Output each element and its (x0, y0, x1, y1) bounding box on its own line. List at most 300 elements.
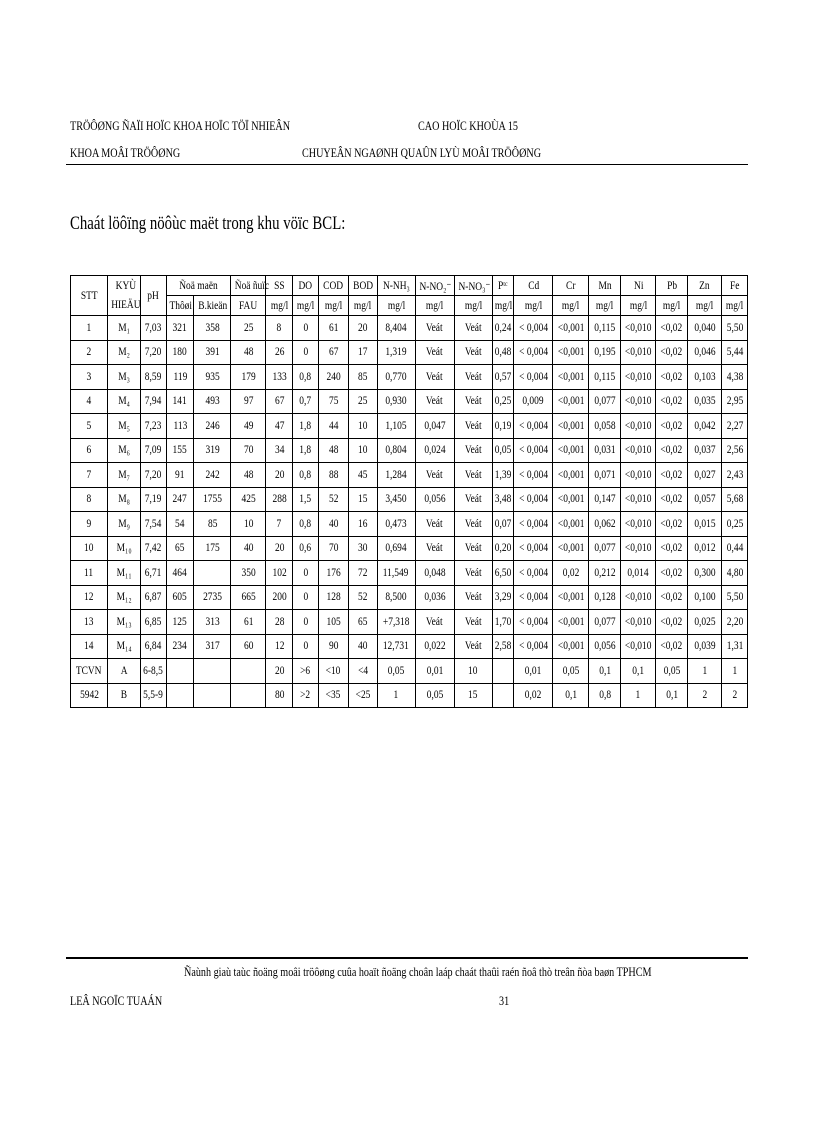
subcol-thoi: Thôøi (166, 296, 194, 316)
col-ss: SS (266, 276, 293, 296)
table-cell: 321 (166, 316, 194, 341)
table-cell: <0,001 (553, 487, 589, 512)
table-cell: 1,105 (377, 414, 415, 439)
table-cell: 61 (231, 610, 266, 635)
table-cell: 8,404 (377, 316, 415, 341)
table-cell: 0,07 (492, 512, 514, 537)
table-cell: 3,48 (492, 487, 514, 512)
table-cell: Veát (415, 389, 454, 414)
col-no2: N-NO₂⁻ (415, 276, 454, 296)
table-cell: 0,25 (722, 512, 748, 537)
table-cell: 6,84 (140, 634, 166, 659)
table-cell: 2735 (194, 585, 231, 610)
table-cell: 1,31 (722, 634, 748, 659)
table-cell: 0,022 (415, 634, 454, 659)
table-cell: 246 (194, 414, 231, 439)
footer-caption: Ñaùnh giaù taùc ñoäng moâi tröôøng cuûa hoaït ñoäng choân laáp chaát thaûi raén ñoâ thò treân ñòa baøn TPHCM (184, 964, 652, 979)
table-cell: <0,010 (621, 512, 656, 537)
table-cell: 28 (266, 610, 293, 635)
table-cell: 67 (318, 340, 348, 365)
table-cell: 15 (454, 683, 492, 708)
table-row (71, 389, 748, 414)
table-cell: 54 (166, 512, 194, 537)
table-cell: 10 (71, 536, 108, 561)
unit-cell: mg/l (492, 296, 514, 316)
table-cell: 80 (266, 683, 293, 708)
table-cell: 0,8 (293, 463, 319, 488)
table-cell: 15 (348, 487, 377, 512)
table-cell (194, 561, 231, 586)
table-cell: 0,057 (688, 487, 722, 512)
table-cell: <0,010 (621, 389, 656, 414)
table-row (71, 438, 748, 463)
table-cell: 0,6 (293, 536, 319, 561)
table-row (71, 512, 748, 537)
unit-cell: mg/l (553, 296, 589, 316)
table-cell: 60 (231, 634, 266, 659)
table-cell: 0,012 (688, 536, 722, 561)
table-cell: 0,212 (589, 561, 621, 586)
table-cell: 10 (454, 659, 492, 684)
table-cell: 2,20 (722, 610, 748, 635)
table-cell: 0,046 (688, 340, 722, 365)
table-row (71, 487, 748, 512)
table-cell: 5,50 (722, 316, 748, 341)
col-mn: Mn (589, 276, 621, 296)
table-cell: <0,010 (621, 365, 656, 390)
table-cell: 5,50 (722, 585, 748, 610)
table-cell: M₆ (108, 438, 141, 463)
col-ni: Ni (621, 276, 656, 296)
table-cell: 2,27 (722, 414, 748, 439)
table-cell: 1 (621, 683, 656, 708)
table-cell: 4 (71, 389, 108, 414)
table-cell: 7,09 (140, 438, 166, 463)
table-cell: A (108, 659, 141, 684)
table-cell: 180 (166, 340, 194, 365)
header-school: TRÖÔØNG ÑAÏI HOÏC KHOA HOÏC TÖÏ NHIEÂN (70, 118, 291, 133)
table-cell: <0,001 (553, 389, 589, 414)
table-row (71, 316, 748, 341)
table-cell: 10 (348, 414, 377, 439)
table-cell: 0,1 (589, 659, 621, 684)
col-fe: Fe (722, 276, 748, 296)
table-cell: Veát (415, 463, 454, 488)
table-cell: <0,001 (553, 463, 589, 488)
col-stt: STT (71, 276, 108, 316)
table-cell: 1,284 (377, 463, 415, 488)
col-kyhieu: KYÙ HIEÄU (108, 276, 141, 316)
table-cell: 0,195 (589, 340, 621, 365)
table-cell: 0,05 (492, 438, 514, 463)
table-cell: 3 (71, 365, 108, 390)
table-cell: 0,009 (514, 389, 553, 414)
table-cell: < 0,004 (514, 414, 553, 439)
table-cell: 14 (71, 634, 108, 659)
table-cell: 0,02 (514, 683, 553, 708)
table-cell: <4 (348, 659, 377, 684)
table-cell: <0,02 (656, 340, 688, 365)
table-cell: 0,57 (492, 365, 514, 390)
table-cell: 0,20 (492, 536, 514, 561)
table-cell: 7,19 (140, 487, 166, 512)
subcol-fau: FAU (231, 296, 266, 316)
table-cell: 0,300 (688, 561, 722, 586)
table-cell: 0,077 (589, 389, 621, 414)
table-cell: 0,02 (553, 561, 589, 586)
table-cell: 48 (318, 438, 348, 463)
table-row (71, 561, 748, 586)
table-cell: 125 (166, 610, 194, 635)
table-cell: Veát (415, 316, 454, 341)
table-cell: 8 (71, 487, 108, 512)
table-cell: 0,770 (377, 365, 415, 390)
table-cell: 493 (194, 389, 231, 414)
table-cell: <0,001 (553, 438, 589, 463)
table-cell: Veát (454, 634, 492, 659)
table-cell: 8 (266, 316, 293, 341)
table-cell: 11 (71, 561, 108, 586)
unit-cell: mg/l (377, 296, 415, 316)
unit-cell: mg/l (514, 296, 553, 316)
table-cell (194, 683, 231, 708)
table-cell: 90 (318, 634, 348, 659)
table-cell: 4,38 (722, 365, 748, 390)
col-nh3: N-NH₃ (377, 276, 415, 296)
table-cell: 0,103 (688, 365, 722, 390)
table-cell: 0,115 (589, 316, 621, 341)
table-cell: M₁₀ (108, 536, 141, 561)
table-cell: Veát (454, 487, 492, 512)
table-cell: 102 (266, 561, 293, 586)
table-cell: <0,001 (553, 340, 589, 365)
table-cell: 242 (194, 463, 231, 488)
table-cell: 350 (231, 561, 266, 586)
table-cell: <0,010 (621, 463, 656, 488)
table-cell: 25 (348, 389, 377, 414)
table-cell: 0,25 (492, 389, 514, 414)
table-cell: 0,1 (656, 683, 688, 708)
table-cell: 48 (231, 340, 266, 365)
table-cell: M₁₄ (108, 634, 141, 659)
table-cell: <0,02 (656, 316, 688, 341)
table-cell: 6,85 (140, 610, 166, 635)
table-cell: 0,037 (688, 438, 722, 463)
table-cell: 0,01 (514, 659, 553, 684)
water-quality-table (70, 275, 748, 708)
page-number: 31 (499, 993, 510, 1008)
table-cell: <0,02 (656, 463, 688, 488)
table-cell: <10 (318, 659, 348, 684)
table-cell: <0,001 (553, 610, 589, 635)
table-cell: 319 (194, 438, 231, 463)
table-cell: 113 (166, 414, 194, 439)
table-cell: Veát (415, 365, 454, 390)
table-cell: 1,319 (377, 340, 415, 365)
table-cell: B (108, 683, 141, 708)
table-cell: Veát (454, 365, 492, 390)
table-cell: <0,010 (621, 634, 656, 659)
table-cell: 155 (166, 438, 194, 463)
table-cell: Veát (454, 414, 492, 439)
table-cell (231, 659, 266, 684)
table-cell: M₉ (108, 512, 141, 537)
table-cell: 7,42 (140, 536, 166, 561)
table-cell: 6 (71, 438, 108, 463)
table-body (71, 316, 748, 708)
table-cell: <0,001 (553, 414, 589, 439)
col-cr: Cr (553, 276, 589, 296)
table-cell: 1 (377, 683, 415, 708)
table-cell: 119 (166, 365, 194, 390)
table-cell: 12 (71, 585, 108, 610)
table-cell: 1,39 (492, 463, 514, 488)
table-cell: <0,02 (656, 365, 688, 390)
table-cell: 1,8 (293, 438, 319, 463)
table-cell: 0,01 (415, 659, 454, 684)
table-cell: 85 (194, 512, 231, 537)
table-cell: 0,1 (621, 659, 656, 684)
table-cell: <0,001 (553, 536, 589, 561)
table-cell: 20 (266, 463, 293, 488)
table-cell: 40 (231, 536, 266, 561)
col-pb: Pb (656, 276, 688, 296)
table-cell: 10 (231, 512, 266, 537)
table-cell (166, 659, 194, 684)
table-cell: < 0,004 (514, 365, 553, 390)
table-cell: 7,54 (140, 512, 166, 537)
table-row (71, 536, 748, 561)
unit-cell: mg/l (688, 296, 722, 316)
table-cell: <0,001 (553, 585, 589, 610)
table-cell: Veát (454, 610, 492, 635)
table-cell: 1 (71, 316, 108, 341)
table-cell: 10 (348, 438, 377, 463)
table-cell: 0,024 (415, 438, 454, 463)
table-cell: 313 (194, 610, 231, 635)
table-cell: < 0,004 (514, 463, 553, 488)
table-cell: <0,010 (621, 585, 656, 610)
unit-cell: mg/l (318, 296, 348, 316)
table-cell: 6,50 (492, 561, 514, 586)
table-cell: 44 (318, 414, 348, 439)
header-rule (66, 164, 748, 165)
table-cell: 0,8 (589, 683, 621, 708)
unit-cell: mg/l (266, 296, 293, 316)
table-cell: 0,19 (492, 414, 514, 439)
table-cell: 70 (318, 536, 348, 561)
table-cell: 88 (318, 463, 348, 488)
table-cell: 0,014 (621, 561, 656, 586)
table-cell: 0,44 (722, 536, 748, 561)
footer-author: LEÂ NGOÏC TUAÁN (70, 993, 163, 1008)
table-cell: Veát (454, 389, 492, 414)
table-cell: 4,80 (722, 561, 748, 586)
table-cell: 12 (266, 634, 293, 659)
table-cell: 61 (318, 316, 348, 341)
table-cell: < 0,004 (514, 561, 553, 586)
table-cell: 75 (318, 389, 348, 414)
table-cell: 5,68 (722, 487, 748, 512)
table-cell: 0 (293, 634, 319, 659)
table-cell: <0,02 (656, 414, 688, 439)
table-row (71, 585, 748, 610)
table-cell: 40 (348, 634, 377, 659)
table-cell: Veát (454, 463, 492, 488)
table-cell: M₇ (108, 463, 141, 488)
table-cell: 7,20 (140, 463, 166, 488)
table-cell: 0,027 (688, 463, 722, 488)
table-cell: 2,95 (722, 389, 748, 414)
table-cell: >6 (293, 659, 319, 684)
table-cell: 179 (231, 365, 266, 390)
table-cell: 16 (348, 512, 377, 537)
standard-row (71, 659, 748, 684)
table-cell: 8,59 (140, 365, 166, 390)
col-do: DO (293, 276, 319, 296)
table-cell: 247 (166, 487, 194, 512)
table-cell: 0,035 (688, 389, 722, 414)
table-cell: 7,23 (140, 414, 166, 439)
table-cell: <35 (318, 683, 348, 708)
unit-cell: mg/l (589, 296, 621, 316)
table-cell: +7,318 (377, 610, 415, 635)
section-title: Chaát löôïng nöôùc maët trong khu vöïc BCL: (70, 213, 346, 234)
table-cell: 0,05 (553, 659, 589, 684)
table-cell: >2 (293, 683, 319, 708)
table-cell: 20 (266, 536, 293, 561)
table-cell: 0,7 (293, 389, 319, 414)
table-cell: 1,8 (293, 414, 319, 439)
table-cell: <0,010 (621, 316, 656, 341)
table-cell: Veát (454, 561, 492, 586)
table-cell (492, 683, 514, 708)
header-major: CHUYEÂN NGAØNH QUAÛN LYÙ MOÂI TRÖÔØNG (302, 145, 542, 160)
table-cell: 200 (266, 585, 293, 610)
table-cell: 3,29 (492, 585, 514, 610)
unit-cell: mg/l (722, 296, 748, 316)
table-cell: 48 (231, 463, 266, 488)
table-cell: 605 (166, 585, 194, 610)
table-cell: 1,70 (492, 610, 514, 635)
table-cell: 11,549 (377, 561, 415, 586)
col-doman: Ñoä maën (166, 276, 231, 296)
table-cell: 0,077 (589, 536, 621, 561)
table-cell: 26 (266, 340, 293, 365)
table-cell: 665 (231, 585, 266, 610)
table-cell: <0,02 (656, 610, 688, 635)
table-cell: M₁₃ (108, 610, 141, 635)
header-faculty: KHOA MOÂI TRÖÔØNG (70, 145, 181, 160)
table-cell: 65 (166, 536, 194, 561)
table-cell: 12,731 (377, 634, 415, 659)
table-cell: 317 (194, 634, 231, 659)
table-cell: 2,56 (722, 438, 748, 463)
table-cell: 0,05 (656, 659, 688, 684)
table-cell: 0,071 (589, 463, 621, 488)
table-cell: 0 (293, 340, 319, 365)
table-cell: 0,1 (553, 683, 589, 708)
table-cell: 0,042 (688, 414, 722, 439)
unit-cell: mg/l (454, 296, 492, 316)
standard-name: 5942 (71, 683, 108, 708)
footer-rule (66, 957, 748, 959)
table-cell: M₁₁ (108, 561, 141, 586)
col-bod: BOD (348, 276, 377, 296)
table-cell: M₅ (108, 414, 141, 439)
table-cell: M₈ (108, 487, 141, 512)
table-cell: 1755 (194, 487, 231, 512)
table-cell: 0,147 (589, 487, 621, 512)
table-cell: 0,031 (589, 438, 621, 463)
table-cell: <0,010 (621, 610, 656, 635)
table-cell: <25 (348, 683, 377, 708)
table-cell: 85 (348, 365, 377, 390)
table-cell: Veát (454, 585, 492, 610)
table-cell: 0,056 (589, 634, 621, 659)
table-cell: 0,8 (293, 512, 319, 537)
table-cell: 7 (71, 463, 108, 488)
col-doduc: Ñoä ñuïc (231, 276, 266, 296)
table-cell: 0,473 (377, 512, 415, 537)
table-cell: 0,930 (377, 389, 415, 414)
table-cell: <0,010 (621, 414, 656, 439)
table-cell: 52 (348, 585, 377, 610)
table-cell: Veát (415, 536, 454, 561)
table-cell: 5,5-9 (140, 683, 166, 708)
table-cell: 0,100 (688, 585, 722, 610)
table-cell: < 0,004 (514, 316, 553, 341)
unit-cell: mg/l (656, 296, 688, 316)
col-no3: N-NO₃⁻ (454, 276, 492, 296)
table-cell: Veát (415, 610, 454, 635)
table-cell: 0,128 (589, 585, 621, 610)
subcol-bkien: B.kieän (194, 296, 231, 316)
col-cod: COD (318, 276, 348, 296)
table-cell: 288 (266, 487, 293, 512)
table-cell: 52 (318, 487, 348, 512)
table-cell: 358 (194, 316, 231, 341)
table-cell: 0 (293, 316, 319, 341)
table-cell: 0,804 (377, 438, 415, 463)
table-cell: M₃ (108, 365, 141, 390)
col-cd: Cd (514, 276, 553, 296)
table-cell: 0,077 (589, 610, 621, 635)
table-cell: 45 (348, 463, 377, 488)
table-cell: 5,44 (722, 340, 748, 365)
table-cell: <0,001 (553, 512, 589, 537)
table-cell: 0 (293, 610, 319, 635)
table-cell: 7,20 (140, 340, 166, 365)
table-cell: 425 (231, 487, 266, 512)
table-cell: 3,450 (377, 487, 415, 512)
table-cell: 234 (166, 634, 194, 659)
table-cell: Veát (454, 316, 492, 341)
col-ph: pH (140, 276, 166, 316)
standard-row (71, 683, 748, 708)
table-cell: <0,02 (656, 585, 688, 610)
table-cell: 30 (348, 536, 377, 561)
table-cell: M₁ (108, 316, 141, 341)
table-cell: 240 (318, 365, 348, 390)
table-cell: 0,056 (415, 487, 454, 512)
table-cell: 6,71 (140, 561, 166, 586)
table-cell: <0,02 (656, 561, 688, 586)
table-cell: 0,047 (415, 414, 454, 439)
table-cell: 464 (166, 561, 194, 586)
table-cell: 6-8,5 (140, 659, 166, 684)
table-cell: 2 (688, 683, 722, 708)
